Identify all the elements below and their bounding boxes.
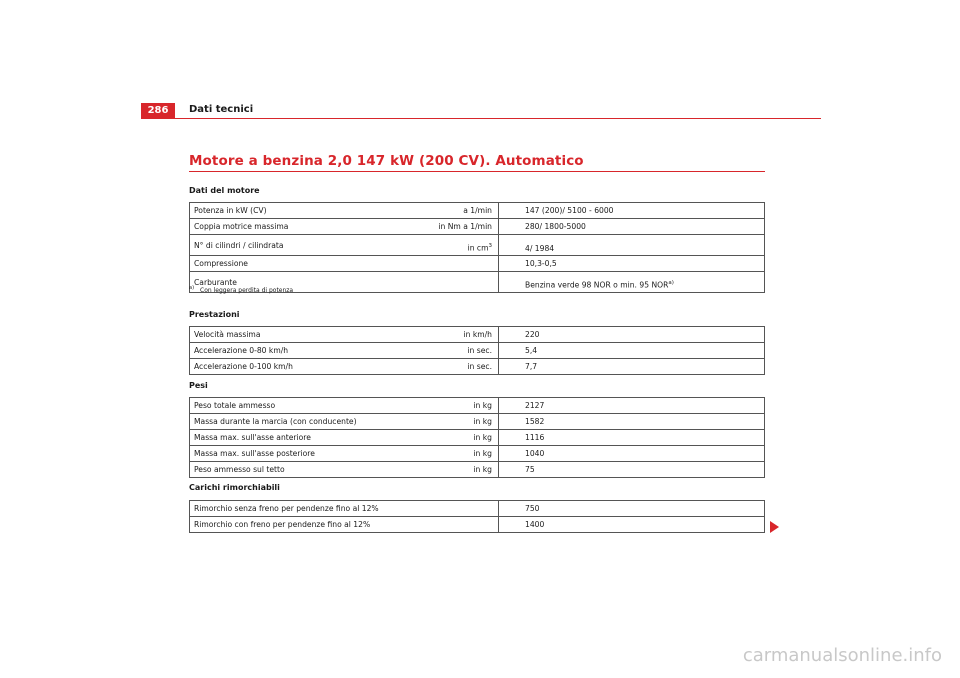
table-row xyxy=(190,327,765,343)
watermark: carmanualsonline.info xyxy=(742,645,942,666)
row-label: Massa max. sull'asse anteriore xyxy=(190,430,409,446)
weights-table xyxy=(189,397,765,478)
row-unit xyxy=(408,235,499,256)
page-number: 286 xyxy=(141,103,175,118)
footnote-ref: a) xyxy=(668,280,674,287)
row-label: Accelerazione 0-80 km/h xyxy=(190,343,409,359)
row-label: Potenza in kW (CV) xyxy=(190,203,409,219)
row-value: 75 xyxy=(499,462,765,478)
row-value: 280/ 1800-5000 xyxy=(499,219,765,235)
engine-table xyxy=(189,202,765,293)
table-row xyxy=(190,517,765,533)
table-row xyxy=(190,501,765,517)
row-label: Rimorchio senza freno per pendenze fino al 12% xyxy=(190,501,499,517)
row-unit: in kg xyxy=(408,462,499,478)
value-text: Benzina verde 98 NOR o min. 95 NOR xyxy=(525,281,669,290)
table-row xyxy=(190,343,765,359)
row-value: 5,4 xyxy=(499,343,765,359)
section-heading-engine: Dati del motore xyxy=(189,186,260,195)
table-row xyxy=(190,398,765,414)
title-divider xyxy=(189,171,765,172)
row-label: Compressione xyxy=(190,256,409,272)
row-label: Rimorchio con freno per pendenze fino al 12% xyxy=(190,517,499,533)
row-value: 1116 xyxy=(499,430,765,446)
row-label: Coppia motrice massima xyxy=(190,219,409,235)
table-row xyxy=(190,414,765,430)
row-label: Peso totale ammesso xyxy=(190,398,409,414)
page-title: Motore a benzina 2,0 147 kW (200 CV). Automatico xyxy=(189,153,584,169)
row-value: 1582 xyxy=(499,414,765,430)
row-label: Massa durante la marcia (con conducente) xyxy=(190,414,409,430)
section-heading-performance: Prestazioni xyxy=(189,310,240,319)
footnote-marker: a) xyxy=(189,285,195,291)
unit-superscript: 3 xyxy=(488,243,492,250)
section-heading-weights: Pesi xyxy=(189,381,208,390)
row-value: 7,7 xyxy=(499,359,765,375)
table-row xyxy=(190,219,765,235)
header-title: Dati tecnici xyxy=(189,104,254,115)
row-value: 2127 xyxy=(499,398,765,414)
row-value: 147 (200)/ 5100 - 6000 xyxy=(499,203,765,219)
row-unit: a 1/min xyxy=(408,203,499,219)
row-value xyxy=(499,272,765,293)
table-row xyxy=(190,235,765,256)
row-label: Accelerazione 0-100 km/h xyxy=(190,359,409,375)
row-unit xyxy=(408,272,499,293)
towing-table xyxy=(189,500,765,533)
row-unit: in kg xyxy=(408,398,499,414)
row-unit: in kg xyxy=(408,446,499,462)
next-page-arrow-icon xyxy=(770,521,779,533)
footnote-text: Con leggera perdita di potenza xyxy=(200,287,294,294)
row-unit: in Nm a 1/min xyxy=(408,219,499,235)
header-divider xyxy=(141,118,821,119)
row-unit: in km/h xyxy=(408,327,499,343)
footnote xyxy=(189,287,293,294)
row-label: Massa max. sull'asse posteriore xyxy=(190,446,409,462)
row-unit xyxy=(408,256,499,272)
table-row xyxy=(190,430,765,446)
table-row xyxy=(190,256,765,272)
row-label: N° di cilindri / cilindrata xyxy=(190,235,409,256)
table-row xyxy=(190,446,765,462)
row-unit: in sec. xyxy=(408,359,499,375)
table-row xyxy=(190,359,765,375)
row-label: Peso ammesso sul tetto xyxy=(190,462,409,478)
row-value: 1040 xyxy=(499,446,765,462)
row-value: 1400 xyxy=(499,517,765,533)
row-unit: in sec. xyxy=(408,343,499,359)
table-row xyxy=(190,203,765,219)
table-row xyxy=(190,462,765,478)
unit-text: in cm xyxy=(467,244,489,253)
performance-table xyxy=(189,326,765,375)
row-value: 4/ 1984 xyxy=(499,235,765,256)
section-heading-towing: Carichi rimorchiabili xyxy=(189,483,280,492)
row-value: 220 xyxy=(499,327,765,343)
row-label: Velocità massima xyxy=(190,327,409,343)
row-unit: in kg xyxy=(408,430,499,446)
row-unit: in kg xyxy=(408,414,499,430)
row-value: 750 xyxy=(499,501,765,517)
row-label: Carburante xyxy=(190,272,409,293)
row-value: 10,3-0,5 xyxy=(499,256,765,272)
